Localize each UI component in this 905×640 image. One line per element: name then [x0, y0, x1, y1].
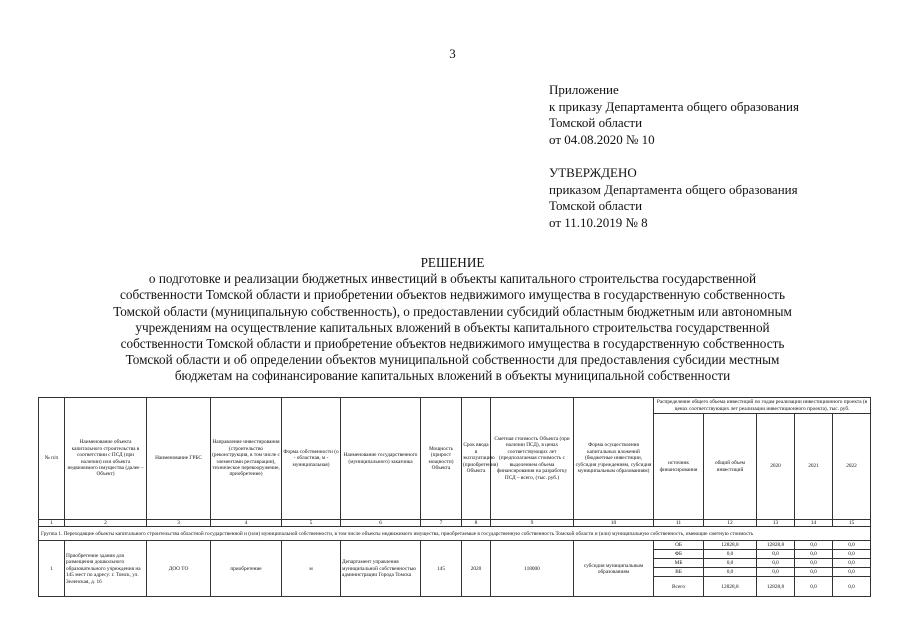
financing-2021: 0,0: [795, 568, 833, 577]
col-number: 14: [795, 520, 833, 527]
header-direction: Направление инвестирования (строительство (реконструкция, в том числе с элементами реставрации), техническое перевооружение, приобретение): [211, 398, 282, 520]
header-capacity: Мощность (прирост мощности) Объекта: [421, 398, 462, 520]
financing-2021: 0,0: [795, 559, 833, 568]
financing-source: МБ: [654, 559, 704, 568]
header-ownership: Форма собственности (о - областная, м - муниципальная): [282, 398, 341, 520]
investment-table: [38, 397, 871, 597]
decision-line: собственности Томской области и приобретение объектов недвижимого имущества в государственную собственность: [120, 336, 785, 352]
approved-line: от 11.10.2019 № 8: [549, 214, 648, 230]
page-number: 3: [449, 46, 456, 61]
appendix-line: Приложение: [549, 82, 619, 97]
header-total-volume: общий объем инвестиций: [704, 414, 757, 520]
col-number: 3: [147, 520, 211, 527]
col-number: 6: [341, 520, 421, 527]
decision-line: о подготовке и реализации бюджетных инвестиций в объекты капитального строительства государственной: [148, 271, 757, 287]
col-number: 7: [421, 520, 462, 527]
financing-source: ФБ: [654, 550, 704, 559]
approved-line: Томской области: [549, 198, 643, 213]
header-form: Форма осуществления капитальных вложений (бюджетные инвестиции, субсидия учреждениям, субсидия муниципальным образованиям): [574, 398, 654, 520]
financing-2021: 0,0: [795, 550, 833, 559]
capacity-value: 145: [421, 541, 462, 597]
financing-total: 12828,8: [704, 541, 757, 550]
financing-source: Всего: [654, 577, 704, 597]
financing-2020: 0,0: [757, 559, 795, 568]
financing-2021: 0,0: [795, 577, 833, 597]
financing-2020: 0,0: [757, 568, 795, 577]
decision-line: бюджетам на софинансирование капитальных вложений в объекты муниципальной собственности: [174, 368, 731, 384]
col-number: 15: [833, 520, 871, 527]
header-grbs: Наименование ГРБС: [147, 398, 211, 520]
financing-2022: 0,0: [833, 577, 871, 597]
col-number: 8: [462, 520, 491, 527]
financing-2020: 0,0: [757, 550, 795, 559]
col-number: 10: [574, 520, 654, 527]
decision-line: учреждениям на осуществление капитальных вложений в объекты капитального строительства государственной: [135, 319, 770, 335]
financing-total: 0,0: [704, 550, 757, 559]
approved-block: [549, 165, 798, 231]
financing-2022: 0,0: [833, 568, 871, 577]
financing-source: ВБ: [654, 568, 704, 577]
appendix-block: [549, 82, 799, 148]
cost-value: 118000: [491, 541, 574, 597]
appendix-line: Томской области: [549, 115, 643, 130]
approved-line: приказом Департамента общего образования: [549, 181, 798, 197]
financing-total: 0,0: [704, 568, 757, 577]
customer-value: Департамент управления муниципальной собственностью администрации Города Томска: [341, 541, 421, 597]
header-name: Наименование объекта капитального строительства в соответствии с ПСД (при наличии) или объекта недвижимого имущества (далее – Объект): [65, 398, 147, 520]
header-num: № п/п: [39, 398, 65, 520]
ownership-value: м: [282, 541, 341, 597]
col-number: 4: [211, 520, 282, 527]
col-number: 13: [757, 520, 795, 527]
financing-2022: 0,0: [833, 559, 871, 568]
header-cost: Сметная стоимость Объекта (при наличии ПСД), в ценах соответствующих лет (предполагаемая стоимость с выделением объема финансирования на разработку ПСД – всего, (тыс. руб.): [491, 398, 574, 520]
col-number: 5: [282, 520, 341, 527]
financing-2022: 0,0: [833, 550, 871, 559]
group-label: Группа 1. Переходящие объекты капитального строительства областной государственной и (или) муниципальной собственности, в том числе объекты недвижимого имущества, приобретаемые в государственную собственность Томской области и (или) муниципальную собственность, имеющие сметную стоимость: [39, 527, 871, 541]
col-number: 11: [654, 520, 704, 527]
decision-line: собственности Томской области и приобретении объектов недвижимого имущества в государственную собственность: [120, 287, 785, 303]
financing-total: 12828,8: [704, 577, 757, 597]
decision-line: Томской области (муниципальную собственность), о предоставлении субсидий областным бюджетным или автономным: [113, 303, 792, 319]
object-name: Приобретение здания для размещения дошкольного образовательного учреждения на 145 мест по адресу: г. Томск, ул. Зеленская, д. 16: [65, 541, 147, 597]
grbs-value: ДОО ТО: [147, 541, 211, 597]
col-number: 1: [39, 520, 65, 527]
header-year-2021: 2021: [795, 414, 833, 520]
financing-2020: 12828,8: [757, 577, 795, 597]
header-customer: Наименование государственного (муниципального) заказчика: [341, 398, 421, 520]
form-value: субсидия муниципальным образованиям: [574, 541, 654, 597]
header-distribution: Распределение общего объема инвестиций по годам реализации инвестиционного проекта (в ценах соответствующих лет реализации инвестиционного проекта), тыс. руб.: [654, 398, 871, 414]
financing-total: 0,0: [704, 559, 757, 568]
appendix-line: к приказу Департамента общего образования: [549, 98, 799, 114]
decision-title: РЕШЕНИЕ: [420, 255, 485, 270]
header-term: Срок ввода в эксплуатацию (приобретения) Объекта: [462, 398, 491, 520]
decision-line: Томской области и об определении объектов муниципальной собственности для предоставления субсидии местным: [125, 352, 780, 368]
col-number: 9: [491, 520, 574, 527]
direction-value: приобретение: [211, 541, 282, 597]
appendix-line: от 04.08.2020 № 10: [549, 131, 655, 147]
financing-source: ОБ: [654, 541, 704, 550]
decision-heading: [40, 255, 865, 385]
header-year-2022: 2022: [833, 414, 871, 520]
approved-line: УТВЕРЖДЕНО: [549, 165, 637, 180]
term-value: 2020: [462, 541, 491, 597]
col-number: 12: [704, 520, 757, 527]
header-year-2020: 2020: [757, 414, 795, 520]
header-sources: источник финансирования: [654, 414, 704, 520]
financing-2021: 0,0: [795, 541, 833, 550]
financing-2022: 0,0: [833, 541, 871, 550]
row-num: 1: [39, 541, 65, 597]
col-number: 2: [65, 520, 147, 527]
financing-2020: 12828,8: [757, 541, 795, 550]
